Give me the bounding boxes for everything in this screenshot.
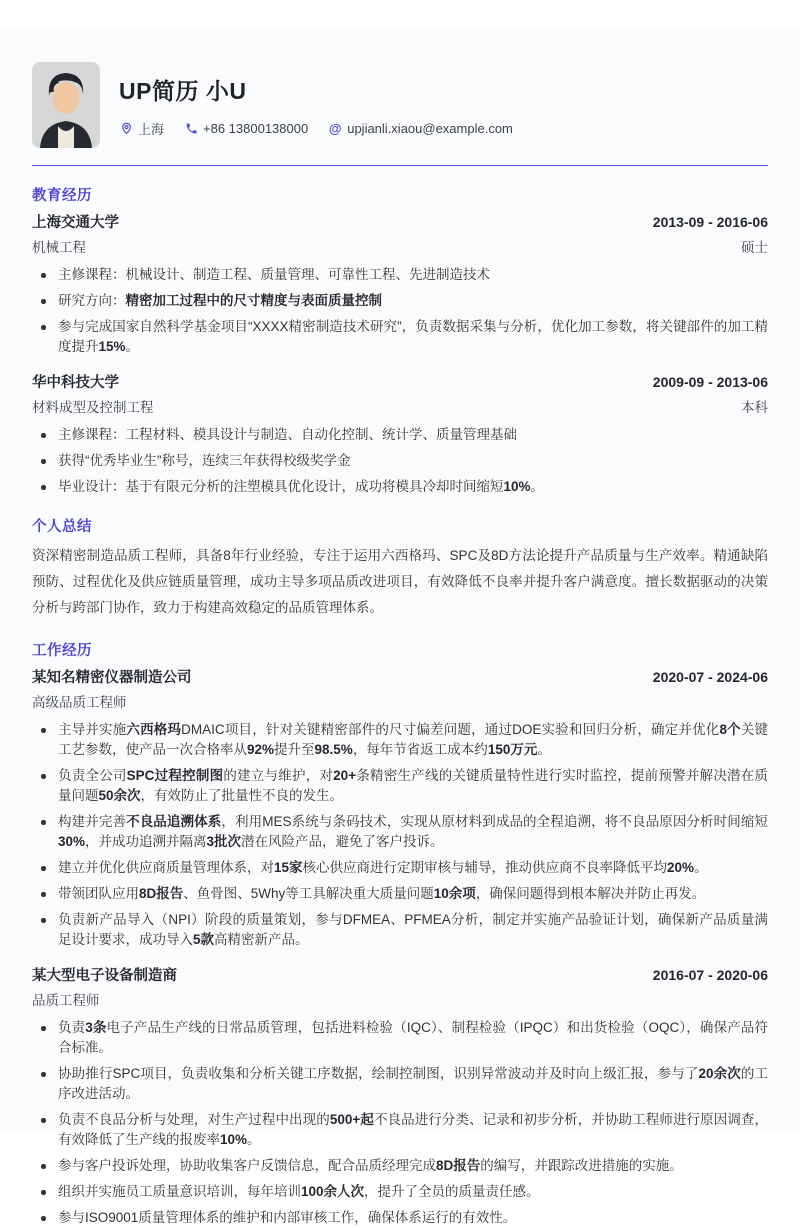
bullet-item [32,317,768,357]
entry-head [32,211,768,232]
phone-icon [184,121,198,135]
entry [32,371,768,497]
entry-role: 机械工程 [32,240,86,255]
highlight-text: 8D报告 [139,886,184,901]
summary-paragraph: 资深精密制造品质工程师，具备8年行业经验，专注于运用六西格玛、SPC及8D方法论提升产品质量与生产效率。精通缺陷预防、过程优化及供应链质量管理，成功主导多项品质改进项目，有效降低不良率并提升客户满意度。擅长数据驱动的决策分析与跨部门协作，致力于构建高效稳定的品质管理体系。 [32,548,768,615]
plain-text: 主修课程：机械设计、制造工程、质量管理、可靠性工程、先进制造技术 [58,267,490,282]
bullet-item [32,1018,768,1058]
plain-text: ，利用MES系统与条码技术，实现从原材料到成品的全程追溯，将不良品原因分析时间缩短 [221,814,769,829]
entry-head [32,371,768,392]
section-title: 个人总结 [32,519,92,535]
plain-text: ，并成功追溯并隔离 [85,834,207,849]
entry-subrow [32,236,768,256]
plain-text: 。 [537,742,551,757]
plain-text: 条精密生产线的关键质量特性进行实时监控，提前预警并解决潜在质量问题 [58,768,769,803]
bullet-list [32,425,768,497]
highlight-text: 20% [667,860,695,875]
highlight-text: 20余次 [698,1066,741,1081]
bullet-item [32,1064,768,1104]
plain-text: 负责不良品分析与处理，对生产过程中出现的 [58,1112,330,1127]
header-main [119,73,768,138]
bullet-item [32,910,768,950]
plain-text: 不良品进行分类、记录和初步分析，并协助工程师进行原因调查，有效降低了生产线的报废率 [58,1112,769,1147]
plain-text: 参与ISO9001质量管理体系的维护和内部审核工作，确保体系运行的有效性。 [58,1210,517,1225]
highlight-text: 8D报告 [436,1158,481,1173]
highlight-text: 5款 [193,932,215,947]
bullet-item [32,1156,768,1176]
plain-text: 主修课程：工程材料、模具设计与制造、自动化控制、统计学、质量管理基础 [58,427,517,442]
entry-degree: 本科 [741,400,768,415]
section-title: 教育经历 [32,188,92,204]
plain-text: 。 [694,860,708,875]
highlight-text: 100余人次 [301,1184,365,1199]
entry-role: 材料成型及控制工程 [32,400,154,415]
plain-text: ，每年节省返工成本约 [352,742,488,757]
plain-text: 组织并实施员工质量意识培训，每年培训 [58,1184,301,1199]
bullet-list [32,720,768,950]
entry-role: 品质工程师 [32,993,100,1008]
plain-text: 获得“优秀毕业生”称号，连续三年获得校级奖学金 [58,453,351,468]
highlight-text: 50余次 [98,788,141,803]
plain-text: 。 [247,1132,261,1147]
highlight-text: 精密加工过程中的尺寸精度与表面质量控制 [125,293,382,308]
plain-text: 研究方向： [58,293,126,308]
bullet-item [32,477,768,497]
resume-header [32,62,768,148]
highlight-text: 8个 [719,722,741,737]
section-summary [32,515,768,621]
highlight-text: 10% [503,479,531,494]
location-text: 上海 [138,121,165,137]
plain-text: ，确保问题得到根本解决并防止再发。 [475,886,706,901]
plain-text: 构建并完善 [58,814,127,829]
entry-head [32,666,768,687]
resume-page [0,28,800,1225]
entry-date: 2009-09 - 2013-06 [652,374,768,390]
highlight-text: SPC过程控制图 [126,768,224,783]
entry-date: 2013-09 - 2016-06 [652,214,768,230]
plain-text: 潜在风险产品，避免了客户投诉。 [241,834,444,849]
location-pin-icon [119,121,133,135]
plain-text: 的编写，并跟踪改进措施的实施。 [480,1158,683,1173]
entry-date: 2016-07 - 2020-06 [652,967,768,983]
highlight-text: 500+起 [329,1112,374,1127]
highlight-text: 98.5% [314,742,353,757]
bullet-item [32,265,768,285]
email-text: upjianli.xiaou@example.com [347,120,513,136]
highlight-text: 15% [98,339,126,354]
plain-text: 参与完成国家自然科学基金项目“XXXX精密制造技术研究”，负责数据采集与分析，优化加工参数，将关键部件的加工精度提升 [58,319,768,354]
entry-head [32,964,768,985]
plain-text: 。 [125,339,140,354]
org-name: 某大型电子设备制造商 [32,968,177,984]
plain-text: 参与客户投诉处理，协助收集客户反馈信息，配合品质经理完成 [58,1158,436,1173]
plain-text: 毕业设计：基于有限元分析的注塑模具优化设计，成功将模具冷却时间缩短 [58,479,504,494]
plain-text: 电子产品生产线的日常品质管理，包括进料检验（IQC）、制程检验（IPQC）和出货检验（OQC），确保产品符合标准。 [58,1020,768,1055]
plain-text: 关键工艺参数，使产品一次合格率从 [58,722,769,757]
avatar-illustration [32,62,100,148]
bullet-item [32,884,768,904]
plain-text: 负责 [58,1020,86,1035]
plain-text: 、鱼骨图、5Why等工具解决重大质量问题 [183,886,434,901]
highlight-text: 92% [247,742,275,757]
highlight-text: 3批次 [206,834,242,849]
plain-text: ，提升了全员的质量责任感。 [364,1184,540,1199]
header-divider [32,165,768,166]
entry-subrow [32,691,768,711]
bullet-item [32,858,768,878]
plain-text: 提升至 [274,742,315,757]
org-name: 上海交通大学 [32,215,119,231]
entry [32,964,768,1228]
plain-text: 的建立与维护，对 [223,768,334,783]
contact-phone [184,121,308,136]
plain-text: 负责新产品导入（NPI）阶段的质量策划，参与DFMEA、PFMEA分析，制定并实施产品验证计划，确保新产品质量满足设计要求，成功导入 [58,912,768,947]
at-icon: @ [328,120,342,136]
profile-photo [32,62,100,148]
plain-text: 带领团队应用 [58,886,139,901]
highlight-text: 20+ [333,768,357,783]
contact-email [328,121,513,136]
highlight-text: 150万元 [487,742,538,757]
section-education [32,184,768,497]
entry [32,666,768,950]
bullet-item [32,425,768,445]
contact-location [119,119,164,138]
highlight-text: 30% [58,834,86,849]
bullet-item [32,451,768,471]
entry-subrow [32,396,768,416]
plain-text: 主导并实施 [58,722,127,737]
highlight-text: 六西格玛 [126,722,182,737]
plain-text: 的工序改进活动。 [58,1066,768,1101]
highlight-text: 15家 [274,860,303,875]
bullet-item [32,766,768,806]
bullet-item [32,291,768,311]
bullet-item [32,1208,768,1228]
plain-text: 建立并优化供应商质量管理体系，对 [58,860,274,875]
plain-text: 。 [530,479,545,494]
plain-text: 负责全公司 [58,768,127,783]
candidate-name: UP简历 小U [119,77,247,104]
entry-date: 2020-07 - 2024-06 [652,669,768,685]
section-title: 工作经历 [32,643,92,659]
highlight-text: 不良品追溯体系 [126,814,222,829]
phone-text: +86 13800138000 [203,120,309,136]
org-name: 华中科技大学 [32,375,119,391]
bullet-item [32,1110,768,1150]
contact-row [119,119,768,138]
entry [32,211,768,357]
highlight-text: 3条 [85,1020,107,1035]
bullet-list [32,1018,768,1228]
plain-text: 核心供应商进行定期审核与辅导，推动供应商不良率降低平均 [302,860,668,875]
section-work [32,639,768,1228]
entry-subrow [32,989,768,1009]
plain-text: DMAIC项目，针对关键精密部件的尺寸偏差问题，通过DOE实验和回归分析，确定并优化 [181,722,720,737]
bullet-item [32,812,768,852]
plain-text: 协助推行SPC项目，负责收集和分析关键工序数据，绘制控制图，识别异常波动并及时向上级汇报，参与了 [58,1066,699,1081]
bullet-list [32,265,768,357]
plain-text: 高精密新产品。 [214,932,309,947]
highlight-text: 10% [220,1132,248,1147]
entry-degree: 硕士 [741,240,768,255]
org-name: 某知名精密仪器制造公司 [32,670,192,686]
resume-sections [32,184,768,1228]
entry-role: 高级品质工程师 [32,695,127,710]
bullet-item [32,1182,768,1202]
plain-text: ，有效防止了批量性不良的发生。 [140,788,344,803]
highlight-text: 10余项 [433,886,476,901]
bullet-item [32,720,768,760]
